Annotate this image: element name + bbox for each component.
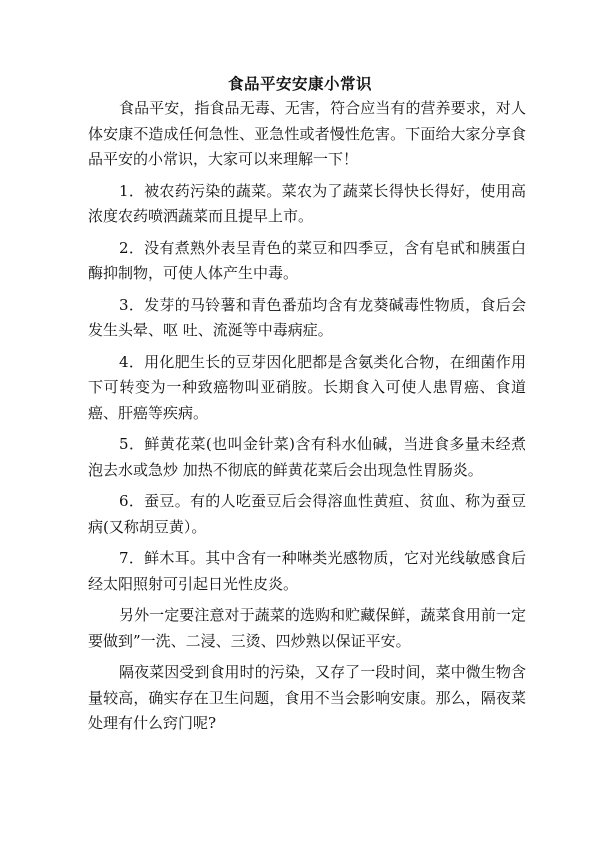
paragraph-item-5: 5．鲜黄花菜(也叫金针菜)含有科水仙碱，当进食多量未经煮泡去水或急炒 加热不彻底的鲜黄花菜后会出现急性胃肠炎。 <box>88 435 526 479</box>
paragraph-leftovers: 隔夜菜因受到食用时的污染，又存了一段时间，菜中微生物含量较高，确实存在卫生问题，食用不当会影响安康。那么，隔夜菜处理有什么窍门呢? <box>88 663 526 732</box>
paragraph-intro: 食品平安，指食品无毒、无害，符合应当有的营养要求，对人体安康不造成任何急性、亚急性或者慢性危害。下面给大家分享食品平安的小常识，大家可以来理解一下！ <box>88 99 526 168</box>
paragraph-item-1: 1．被农药污染的蔬菜。菜农为了蔬菜长得快长得好，使用高浓度农药喷洒蔬菜而且提早上市。 <box>88 181 526 225</box>
document-body <box>88 96 526 737</box>
paragraph-item-2: 2．没有煮熟外表呈青色的菜豆和四季豆，含有皂甙和胰蛋白酶抑制物，可使人体产生中毒。 <box>88 238 526 282</box>
paragraph-item-7: 7．鲜木耳。其中含有一种啉类光感物质，它对光线敏感食后经太阳照射可引起日光性皮炎。 <box>88 549 526 593</box>
paragraph-storage-note: 另外一定要注意对于蔬菜的选购和贮藏保鲜，蔬菜食用前一定要做到”一洗、二浸、三烫、四炒熟以保证平安。 <box>88 606 526 650</box>
paragraph-item-6: 6．蚕豆。有的人吃蚕豆后会得溶血性黄疸、贫血、称为蚕豆病(又称胡豆黄）。 <box>88 492 526 536</box>
paragraph-item-4: 4．用化肥生长的豆芽因化肥都是含氨类化合物，在细菌作用下可转变为一种致癌物叫亚硝胺。长期食入可使人患胃癌、食道癌、肝癌等疾病。 <box>88 352 526 422</box>
paragraph-item-3: 3．发芽的马铃薯和青色番茄均含有龙葵碱毒性物质，食后会发生头晕、呕 吐、流涎等中毒病症。 <box>88 295 526 339</box>
document-title: 食品平安安康小常识 <box>227 75 372 93</box>
